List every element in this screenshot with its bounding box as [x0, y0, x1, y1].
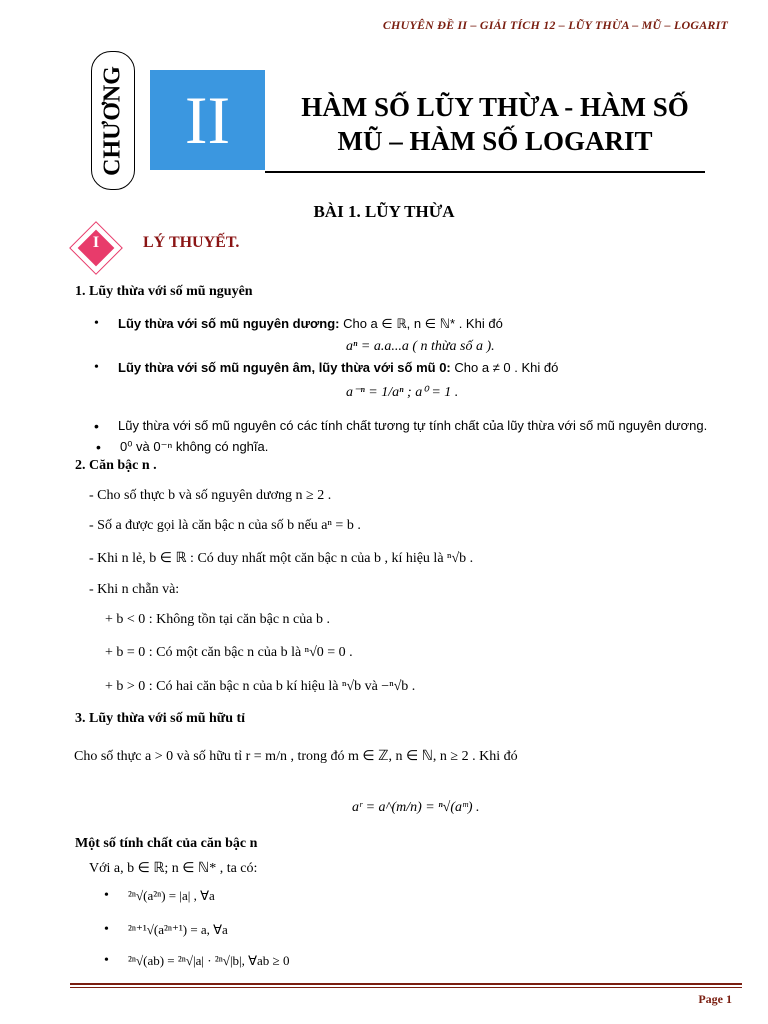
formula-positive-exponent: aⁿ = a.a...a ( n thừa số a ).: [346, 339, 495, 354]
bullet-undefined: • 0⁰ và 0⁻ⁿ không có nghĩa.: [120, 439, 268, 455]
property-3: • ²ⁿ√(ab) = ²ⁿ√|a| · ²ⁿ√|b|, ∀ab ≥ 0: [128, 953, 289, 969]
section-heading: LÝ THUYẾT.: [143, 234, 240, 251]
footer-rule: [70, 983, 742, 985]
heading-rational-exponent: 3. Lũy thừa với số mũ hữu tỉ: [75, 711, 246, 726]
page-number: Page 1: [698, 992, 732, 1006]
heading-nth-root: 2. Căn bậc n .: [75, 458, 157, 473]
property-2: • ²ⁿ⁺¹√(a²ⁿ⁺¹) = a, ∀a: [128, 922, 228, 938]
root-line-7: + b > 0 : Có hai căn bậc n của b kí hiệu là ⁿ√b và −ⁿ√b .: [105, 679, 416, 694]
lesson-title: BÀI 1. LŨY THỪA: [313, 202, 455, 221]
bullet-positive-exponent-title: Lũy thừa với số mũ nguyên dương:: [118, 316, 340, 331]
chapter-label-box: [91, 51, 135, 190]
bullet-negative-exponent-text: Cho a ≠ 0 . Khi đó: [450, 360, 559, 375]
bullet-positive-exponent: [118, 316, 503, 332]
chapter-title-line-1: HÀM SỐ LŨY THỪA - HÀM SỐ: [301, 92, 689, 122]
formula-rational: aʳ = a^(m/n) = ⁿ√(aᵐ) .: [352, 800, 480, 815]
chapter-title: [285, 90, 705, 158]
chapter-label: CHƯƠNG: [99, 65, 126, 176]
bullet-negative-exponent: [118, 360, 558, 376]
rational-line-1: Cho số thực a > 0 và số hữu tỉ r = m/n , trong đó m ∈ ℤ, n ∈ ℕ, n ≥ 2 . Khi đó: [74, 749, 518, 764]
bullet-integer-properties: • Lũy thừa với số mũ nguyên có các tính chất tương tự tính chất của lũy thừa với số mũ nguyên dương.: [118, 418, 707, 433]
chapter-number: II: [150, 70, 265, 170]
property-1: • ²ⁿ√(a²ⁿ) = |a| , ∀a: [128, 888, 215, 904]
page-header: CHUYÊN ĐỀ II – GIẢI TÍCH 12 – LŨY THỪA – MŨ – LOGARIT: [382, 18, 728, 32]
section-number: I: [92, 234, 100, 251]
root-line-1: - Cho số thực b và số nguyên dương n ≥ 2 .: [89, 488, 332, 503]
heading-root-properties: Một số tính chất của căn bậc n: [75, 836, 258, 851]
root-line-5: + b < 0 : Không tồn tại căn bậc n của b .: [105, 612, 330, 627]
root-line-3: - Khi n lẻ, b ∈ ℝ : Có duy nhất một căn bậc n của b , kí hiệu là ⁿ√b .: [89, 551, 474, 566]
heading-integer-exponent: 1. Lũy thừa với số mũ nguyên: [75, 284, 253, 299]
root-line-2: - Số a được gọi là căn bậc n của số b nếu aⁿ = b .: [89, 518, 361, 533]
formula-negative-exponent: a⁻ⁿ = 1/aⁿ ; a⁰ = 1 .: [346, 385, 459, 400]
footer-rule-thin: [70, 987, 742, 988]
properties-intro: Với a, b ∈ ℝ; n ∈ ℕ* , ta có:: [89, 861, 258, 876]
bullet-negative-exponent-title: Lũy thừa với số mũ nguyên âm, lũy thừa với số mũ 0:: [118, 360, 451, 375]
root-line-4: - Khi n chẵn và:: [89, 582, 180, 597]
root-line-6: + b = 0 : Có một căn bậc n của b là ⁿ√0 = 0 .: [105, 645, 353, 660]
title-divider: [265, 171, 705, 173]
chapter-title-line-2: MŨ – HÀM SỐ LOGARIT: [337, 126, 653, 156]
bullet-positive-exponent-text: Cho a ∈ ℝ, n ∈ ℕ* . Khi đó: [339, 316, 503, 331]
